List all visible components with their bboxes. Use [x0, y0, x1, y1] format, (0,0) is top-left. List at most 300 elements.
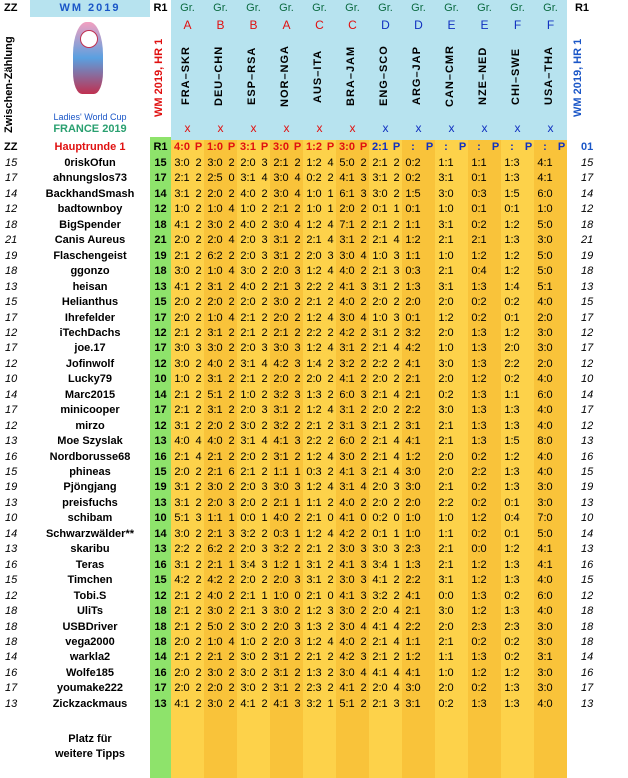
row-tip: 0:2 [471, 635, 487, 648]
row-points: 2 [327, 435, 334, 448]
row-right-zz: 13 [581, 435, 594, 448]
row-right-zz: 18 [581, 218, 594, 231]
row-tip: 6:2 [207, 543, 223, 556]
row-points: 2 [360, 450, 367, 463]
row-tip: 2:0 [273, 373, 289, 386]
row-points: 2 [195, 666, 202, 679]
row-tip: 1:2 [504, 249, 520, 262]
row-r1: 13 [150, 542, 171, 557]
row-points: 2 [261, 326, 268, 339]
row-tip: 1:1 [306, 496, 322, 509]
row-tip: 1:2 [471, 558, 487, 571]
x-mark: x [184, 121, 191, 135]
row-points: 3 [294, 435, 301, 448]
row-points: 3 [360, 589, 367, 602]
row-tip: 0:1 [504, 311, 520, 324]
row-zz: 17 [5, 172, 18, 185]
row-points: 2 [360, 157, 367, 169]
row-tip: 2:0 [438, 373, 454, 386]
row-tip: 2:0 [273, 265, 289, 278]
zwischen-label: Zwischen-Zählung [3, 36, 15, 134]
row-tip: 1:2 [471, 249, 487, 262]
row-tip: 2:0 [240, 296, 256, 309]
round-p: P [458, 141, 467, 153]
row-tip: 3:1 [537, 651, 553, 664]
row-points: 2 [228, 404, 235, 417]
row-points: 4 [393, 388, 400, 401]
row-tip: 2:0 [240, 157, 256, 169]
row-points: 2 [360, 218, 367, 231]
row-points: 0 [327, 589, 334, 602]
row-zz: 15 [5, 574, 18, 587]
row-points: 2 [228, 450, 235, 463]
row-points: 4 [393, 620, 400, 633]
row-tip: 1:1 [273, 466, 289, 478]
row-tip: 2:3 [471, 620, 487, 633]
row-points: 2 [261, 373, 268, 386]
row-points: 3 [261, 157, 268, 169]
row-tip: 1:2 [471, 605, 487, 618]
row-points: 2 [327, 326, 334, 339]
row-points: 3 [393, 543, 400, 556]
match-label: BRA–JAM [345, 45, 357, 107]
x-mark: x [547, 121, 554, 135]
row-name: Moe Szyslak [57, 435, 123, 448]
row-points: 2 [360, 342, 367, 355]
row-points: 3 [294, 697, 301, 710]
header-title: WM 2019 [30, 0, 150, 17]
row-tip: 3:0 [537, 234, 553, 247]
row-tip: 4:0 [339, 296, 355, 309]
row-points: 3 [294, 357, 301, 370]
row-points: 3 [261, 605, 268, 618]
row-right-zz: 16 [581, 558, 594, 571]
row-points: 2 [195, 697, 202, 710]
row-points: 2 [195, 419, 202, 432]
row-tip: 8:0 [537, 435, 553, 448]
row-tip: 2:0 [207, 496, 223, 509]
round-p: P [326, 141, 335, 153]
row-tip: 2:1 [306, 589, 322, 602]
match-label: ESP–RSA [246, 46, 258, 106]
row-r1: 10 [150, 372, 171, 387]
row-points: 3 [360, 172, 367, 185]
row-tip: 3:0 [537, 496, 553, 509]
row-points: 2 [294, 203, 301, 216]
row-tip: 2:0 [438, 450, 454, 463]
row-tip: 1:0 [372, 311, 388, 324]
row-points: 3 [294, 574, 301, 587]
row-tip: 0:3 [306, 466, 322, 478]
row-tip: 2:1 [174, 404, 190, 417]
header-gr: Gr. [270, 0, 303, 17]
row-tip: 6:0 [537, 589, 553, 602]
row-tip: 4:1 [405, 666, 421, 679]
row-points: 1 [327, 203, 334, 216]
row-name: Nordborusse68 [49, 450, 131, 463]
row-tip: 1:3 [471, 326, 487, 339]
row-points: 2 [228, 373, 235, 386]
round-p: P [557, 141, 566, 153]
row-tip: 2:0 [174, 311, 190, 324]
row-tip: 1:0 [438, 666, 454, 679]
row-tip: 1:3 [504, 157, 520, 169]
row-zz: 12 [5, 326, 18, 339]
row-tip: 4:1 [339, 280, 355, 293]
row-right-zz: 15 [581, 296, 594, 309]
row-tip: 2:1 [372, 435, 388, 448]
row-points: 3 [393, 311, 400, 324]
row-points: 2 [360, 296, 367, 309]
row-right-zz: 18 [581, 620, 594, 633]
row-right-zz: 16 [581, 450, 594, 463]
row-tip: 0:3 [273, 527, 289, 540]
row-tip: 5:1 [174, 512, 190, 525]
row-right-zz: 12 [581, 419, 594, 432]
row-zz: 17 [5, 342, 18, 355]
row-name: Canis Aureus [54, 234, 126, 247]
row-points: 2 [327, 558, 334, 571]
row-zz: 19 [5, 481, 18, 494]
row-tip: 2:0 [273, 574, 289, 587]
row-tip: 3:0 [207, 697, 223, 710]
row-points: 4 [228, 635, 235, 648]
row-tip: 0:2 [471, 296, 487, 309]
row-tip: 4:1 [372, 620, 388, 633]
row-tip: 3:1 [372, 280, 388, 293]
row-tip: 0:1 [471, 203, 487, 216]
row-points: 2 [261, 466, 268, 478]
row-r1: 12 [150, 326, 171, 341]
row-zz: 21 [5, 234, 18, 247]
row-points: 3 [261, 342, 268, 355]
row-points: 2 [195, 388, 202, 401]
row-points: 3 [261, 543, 268, 556]
row-name: warkla2 [69, 651, 111, 664]
row-name: schibam [67, 512, 113, 525]
row-tip: 1:1 [438, 527, 454, 540]
row-tip: 1:0 [207, 203, 223, 216]
row-tip: 2:1 [372, 466, 388, 478]
row-tip: 2:1 [306, 543, 322, 556]
row-tip: 0:2 [438, 388, 454, 401]
row-points: 4 [327, 218, 334, 231]
row-name: BigSpender [59, 218, 121, 231]
group-letter: E [480, 18, 489, 32]
row-points: 3 [393, 265, 400, 278]
row-tip: 2:0 [438, 682, 454, 695]
header-gr: Gr. [435, 0, 468, 17]
row-tip: 3:0 [273, 218, 289, 231]
row-tip: 3:0 [240, 265, 256, 278]
row-tip: 2:0 [240, 574, 256, 587]
row-tip: 3:0 [438, 357, 454, 370]
row-tip: 0:0 [240, 512, 256, 525]
row-right-zz: 13 [581, 280, 594, 293]
row-tip: 2:0 [438, 466, 454, 478]
row-tip: 4:1 [339, 558, 355, 571]
row-points: 2 [228, 605, 235, 618]
row-points: 2 [195, 234, 202, 247]
row-points: 2 [228, 357, 235, 370]
x-mark: x [448, 121, 455, 135]
row-points: 2 [327, 280, 334, 293]
row-points: 0 [294, 589, 301, 602]
logo-text-2: FRANCE 2019 [53, 123, 127, 135]
row-points: 2 [327, 466, 334, 478]
row-tip: 2:1 [372, 157, 388, 169]
row-name: USBDriver [62, 620, 118, 633]
round-result: 4:0 [174, 141, 190, 153]
row-tip: 2:0 [537, 311, 553, 324]
row-r1: 12 [150, 589, 171, 604]
row-points: 3 [261, 249, 268, 262]
row-tip: 6:0 [339, 388, 355, 401]
row-right-zz: 18 [581, 265, 594, 278]
row-right-zz: 14 [581, 388, 594, 401]
x-mark: x [250, 121, 257, 135]
round-result: : [477, 141, 481, 153]
row-name: Schwarzwälder** [45, 527, 135, 540]
row-tip: 1:2 [273, 558, 289, 571]
row-zz: 12 [5, 419, 18, 432]
row-tip: 2:0 [372, 373, 388, 386]
round-p: P [227, 141, 236, 153]
row-tip: 4:1 [537, 157, 553, 169]
row-zz: 18 [5, 218, 18, 231]
row-points: 1 [294, 496, 301, 509]
row-tip: 2:2 [405, 620, 421, 633]
row-points: 2 [195, 682, 202, 695]
row-tip: 3:1 [174, 558, 190, 571]
row-tip: 3:1 [174, 419, 190, 432]
header-gr: Gr. [204, 0, 237, 17]
logo-text-1: Ladies' World Cup [53, 112, 127, 122]
row-tip: 2:1 [372, 218, 388, 231]
row-points: 4 [327, 157, 334, 169]
row-r1: 17 [150, 171, 171, 186]
row-tip: 0:1 [504, 527, 520, 540]
row-tip: 3:0 [537, 666, 553, 679]
row-points: 2 [228, 435, 235, 448]
row-tip: 2:1 [174, 605, 190, 618]
row-zz: 14 [5, 527, 18, 540]
row-tip: 3:0 [174, 157, 190, 169]
group-letter: C [348, 18, 357, 32]
row-points: 2 [393, 574, 400, 587]
row-tip: 3:1 [174, 187, 190, 200]
row-zz: 17 [5, 404, 18, 417]
row-points: 2 [261, 666, 268, 679]
row-tip: 0:2 [471, 682, 487, 695]
row-name: Lucky79 [67, 373, 113, 386]
row-tip: 3:1 [240, 172, 256, 185]
row-tip: 3:2 [405, 326, 421, 339]
row-points: 2 [228, 589, 235, 602]
row-points: 4 [327, 234, 334, 247]
row-tip: 3:0 [240, 651, 256, 664]
row-points: 3 [393, 249, 400, 262]
row-tip: 1:0 [240, 203, 256, 216]
row-right-zz: 16 [581, 666, 594, 679]
row-points: 2 [360, 605, 367, 618]
header-gr: Gr. [468, 0, 501, 17]
row-points: 1 [393, 203, 400, 216]
row-right-zz: 12 [581, 357, 594, 370]
row-tip: 1:0 [207, 635, 223, 648]
row-points: 3 [360, 574, 367, 587]
row-zz: 13 [5, 543, 18, 556]
row-tip: 1:2 [504, 326, 520, 339]
row-tip: 4:0 [273, 512, 289, 525]
group-letter: B [249, 18, 258, 32]
row-tip: 1:3 [471, 589, 487, 602]
row-r1: 16 [150, 558, 171, 573]
row-zz: 12 [5, 357, 18, 370]
row-points: 3 [360, 466, 367, 478]
row-tip: 3:0 [339, 311, 355, 324]
row-tip: 3:0 [339, 605, 355, 618]
row-points: 2 [195, 296, 202, 309]
row-points: 2 [327, 296, 334, 309]
row-tip: 2:0 [240, 249, 256, 262]
row-tip: 3:1 [339, 342, 355, 355]
row-points: 4 [360, 249, 367, 262]
row-tip: 1:3 [471, 357, 487, 370]
row-points: 3 [393, 697, 400, 710]
row-points: 1 [393, 558, 400, 571]
row-tip: 4:1 [339, 589, 355, 602]
logo-ball-icon [80, 30, 98, 48]
row-tip: 2:0 [372, 404, 388, 417]
row-right-zz: 21 [581, 234, 594, 247]
row-tip: 2:1 [438, 419, 454, 432]
row-tip: 2:1 [174, 620, 190, 633]
row-tip: 2:1 [306, 651, 322, 664]
row-points: 1 [228, 512, 235, 525]
row-right-zz: 10 [581, 373, 594, 386]
row-name: Flaschengeist [53, 249, 127, 262]
row-tip: 3:0 [339, 249, 355, 262]
row-points: 2 [228, 280, 235, 293]
row-r1: 17 [150, 341, 171, 356]
row-right-zz: 13 [581, 543, 594, 556]
row-points: 3 [294, 280, 301, 293]
row-tip: 1:2 [306, 450, 322, 463]
row-points: 2 [360, 496, 367, 509]
row-points: 3 [360, 187, 367, 200]
row-tip: 2:1 [174, 249, 190, 262]
match-label: NZE–NED [477, 46, 489, 106]
x-mark: x [316, 121, 323, 135]
row-tip: 3:0 [537, 635, 553, 648]
row-tip: 4:2 [339, 651, 355, 664]
row-tip: 2:1 [405, 373, 421, 386]
row-tip: 3:0 [405, 682, 421, 695]
row-points: 2 [294, 605, 301, 618]
row-r1: 17 [150, 681, 171, 696]
row-zz: 16 [5, 558, 18, 571]
row-points: 2 [195, 651, 202, 664]
row-tip: 2:1 [207, 558, 223, 571]
group-letter: D [414, 18, 423, 32]
row-tip: 3:1 [306, 558, 322, 571]
row-tip: 2:2 [306, 280, 322, 293]
row-points: 2 [294, 326, 301, 339]
row-right-zz: 17 [581, 172, 594, 185]
row-tip: 3:0 [405, 481, 421, 494]
row-tip: 2:1 [240, 605, 256, 618]
row-tip: 4:0 [207, 357, 223, 370]
row-points: 3 [360, 280, 367, 293]
row-tip: 3:0 [240, 666, 256, 679]
row-points: 4 [327, 481, 334, 494]
row-name: heisan [72, 280, 108, 293]
row-zz: 16 [5, 450, 18, 463]
row-tip: 3:1 [372, 172, 388, 185]
row-points: 2 [195, 620, 202, 633]
row-points: 1 [294, 527, 301, 540]
row-points: 1 [261, 512, 268, 525]
round-label: Hauptrunde 1 [54, 141, 126, 153]
row-tip: 1:3 [504, 234, 520, 247]
row-tip: 2:0 [174, 296, 190, 309]
row-points: 2 [195, 605, 202, 618]
row-points: 2 [327, 651, 334, 664]
row-tip: 3:0 [339, 574, 355, 587]
row-tip: 1:3 [504, 682, 520, 695]
row-tip: 1:3 [471, 419, 487, 432]
row-points: 3 [261, 558, 268, 571]
row-tip: 2:0 [405, 496, 421, 509]
row-points: 2 [294, 419, 301, 432]
row-tip: 1:3 [504, 466, 520, 478]
row-tip: 2:1 [438, 558, 454, 571]
row-tip: 4:0 [339, 265, 355, 278]
row-points: 4 [393, 342, 400, 355]
row-tip: 1:0 [537, 203, 553, 216]
row-tip: 3:1 [273, 666, 289, 679]
row-tip: 1:3 [504, 605, 520, 618]
row-tip: 3:0 [174, 342, 190, 355]
row-points: 2 [195, 265, 202, 278]
row-points: 3 [195, 342, 202, 355]
row-tip: 4:1 [405, 435, 421, 448]
row-points: 4 [360, 666, 367, 679]
row-tip: 1:3 [471, 342, 487, 355]
match-label: ENG–SCO [378, 45, 390, 107]
row-tip: 0:3 [471, 187, 487, 200]
row-tip: 1:3 [504, 404, 520, 417]
row-tip: 1:5 [405, 187, 421, 200]
row-points: 2 [327, 682, 334, 695]
row-points: 2 [294, 651, 301, 664]
row-r1: 13 [150, 496, 171, 511]
header-gr: Gr. [369, 0, 402, 17]
row-points: 0 [360, 512, 367, 525]
row-tip: 2:1 [273, 157, 289, 169]
row-tip: 3:0 [240, 419, 256, 432]
row-points: 3 [261, 234, 268, 247]
row-tip: 4:0 [537, 373, 553, 386]
row-tip: 4:0 [174, 435, 190, 448]
row-tip: 2:1 [306, 296, 322, 309]
row-points: 2 [327, 620, 334, 633]
row-points: 1 [228, 558, 235, 571]
row-points: 2 [360, 527, 367, 540]
row-tip: 3:4 [372, 558, 388, 571]
row-name: 0riskOfun [64, 157, 116, 169]
